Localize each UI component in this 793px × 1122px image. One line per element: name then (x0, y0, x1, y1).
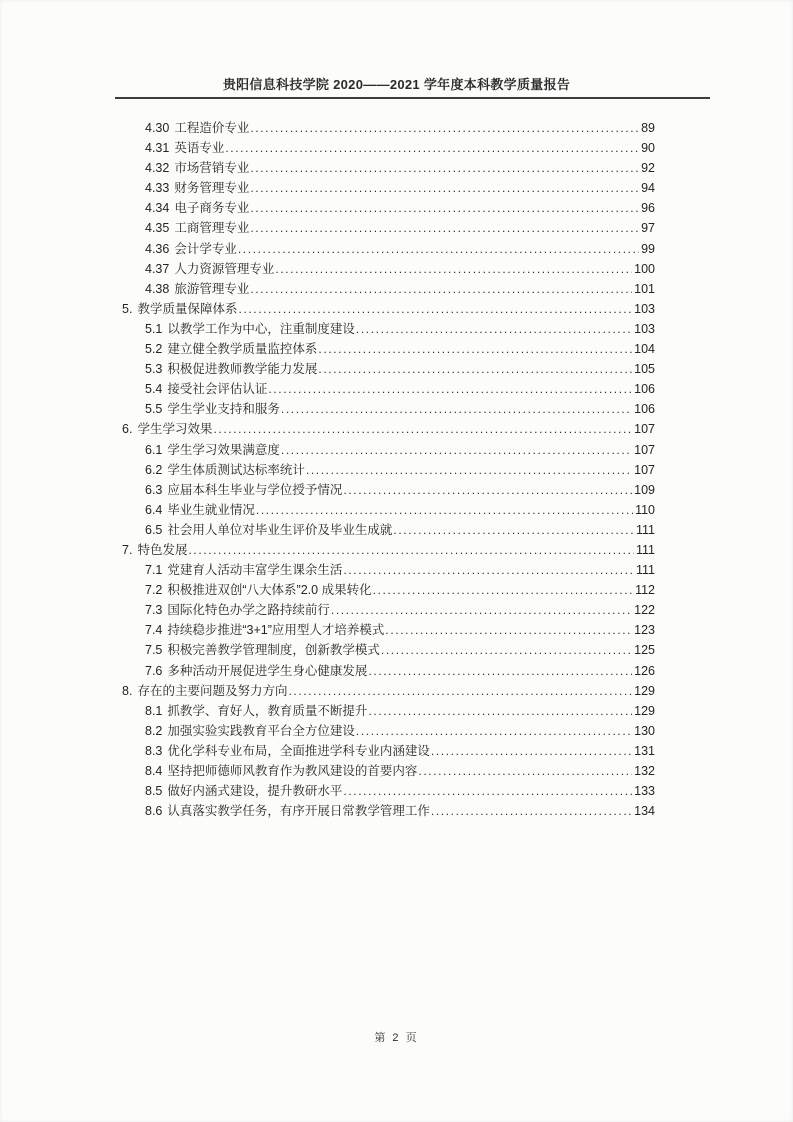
toc-entry-number: 6. (122, 422, 133, 437)
toc-entry (122, 460, 655, 480)
toc-entry-title: 会计学专业 (174, 241, 237, 256)
toc-entry (122, 239, 655, 259)
toc-entry-page: 126 (634, 663, 655, 678)
toc-entry (122, 299, 655, 319)
toc-entry-number: 5.1 (145, 321, 163, 336)
toc-entry (122, 178, 655, 198)
dot-leader (250, 282, 632, 296)
toc-entry-number: 8.5 (145, 784, 163, 799)
toc-entry (122, 721, 655, 741)
toc-entry-number: 4.34 (145, 201, 170, 216)
dot-leader (288, 684, 632, 698)
toc-entry-number: 5.2 (145, 342, 163, 357)
toc-entry-title: 认真落实教学任务，有序开展日常教学管理工作 (167, 804, 430, 819)
dot-leader (318, 362, 632, 376)
dot-leader (431, 744, 632, 758)
toc-entry-title: 持续稳步推进“3+1”应用型人才培养模式 (167, 623, 385, 638)
toc-entry-page: 106 (634, 382, 655, 397)
dot-leader (250, 181, 639, 195)
toc-entry-title: 旅游管理专业 (174, 281, 250, 296)
dot-leader (238, 302, 632, 316)
toc-entry-page: 92 (641, 161, 655, 176)
toc-entry-title: 应届本科生毕业与学位授予情况 (167, 482, 343, 497)
toc-entry-title: 教学质量保障体系 (137, 301, 238, 316)
toc-entry-page: 107 (634, 462, 655, 477)
toc-entry-title: 工商管理专业 (174, 221, 250, 236)
dot-leader (250, 201, 639, 215)
toc-entry-page: 129 (634, 703, 655, 718)
toc-entry-title: 积极完善教学管理制度，创新教学模式 (167, 643, 380, 658)
toc-entry (122, 138, 655, 158)
toc-entry-number: 4.36 (145, 241, 170, 256)
toc-entry-number: 4.37 (145, 261, 170, 276)
toc-entry-title: 积极促进教师教学能力发展 (167, 362, 318, 377)
dot-leader (250, 221, 639, 235)
toc-entry-title: 社会用人单位对毕业生评价及毕业生成就 (167, 522, 393, 537)
toc-entry-page: 134 (634, 804, 655, 819)
toc-entry-title: 抓教学、育好人，教育质量不断提升 (167, 703, 368, 718)
dot-leader (356, 724, 632, 738)
toc-entry-number: 7.2 (145, 583, 163, 598)
toc-entry (122, 419, 655, 439)
toc-entry-title: 学生学业支持和服务 (167, 402, 280, 417)
toc-entry (122, 218, 655, 238)
dot-leader (188, 543, 634, 557)
toc-entry-page: 123 (634, 623, 655, 638)
dot-leader (373, 583, 633, 597)
toc-entry-page: 133 (634, 784, 655, 799)
toc-entry-title: 学生学习效果满意度 (167, 442, 280, 457)
dot-leader (238, 242, 639, 256)
toc-entry-page: 110 (635, 502, 655, 517)
toc-entry-page: 111 (635, 522, 655, 537)
toc-entry-page: 109 (634, 482, 655, 497)
dot-leader (281, 402, 632, 416)
toc-entry (122, 560, 655, 580)
toc-entry-page: 96 (641, 201, 655, 216)
toc-entry-title: 加强实验实践教育平台全方位建设 (167, 723, 355, 738)
toc-entry-title: 存在的主要问题及努力方向 (137, 683, 288, 698)
dot-leader (385, 623, 632, 637)
toc-entry-title: 电子商务专业 (174, 201, 250, 216)
toc-entry-number: 5.4 (145, 382, 163, 397)
dot-leader (368, 704, 632, 718)
toc-entry-title: 优化学科专业布局，全面推进学科专业内涵建设 (167, 743, 430, 758)
toc-entry-page: 103 (634, 301, 655, 316)
toc-entry (122, 399, 655, 419)
toc-entry-number: 6.2 (145, 462, 163, 477)
dot-leader (281, 443, 632, 457)
toc-entry-number: 7.4 (145, 623, 163, 638)
toc-entry-number: 4.35 (145, 221, 170, 236)
toc-entry-number: 7.5 (145, 643, 163, 658)
toc-entry-page: 100 (634, 261, 655, 276)
dot-leader (343, 784, 632, 798)
dot-leader (318, 342, 632, 356)
toc-entry (122, 500, 655, 520)
toc-entry-title: 积极推进双创“八大体系”2.0 成果转化 (167, 583, 372, 598)
toc-entry (122, 339, 655, 359)
toc-entry-number: 7.3 (145, 603, 163, 618)
dot-leader (331, 603, 632, 617)
dot-leader (356, 322, 632, 336)
table-of-contents (122, 118, 655, 821)
toc-entry (122, 681, 655, 701)
dot-leader (343, 483, 632, 497)
toc-entry (122, 741, 655, 761)
toc-entry-number: 7.1 (145, 563, 163, 578)
toc-entry-page: 112 (635, 583, 655, 598)
toc-entry-number: 8.1 (145, 703, 163, 718)
toc-entry-number: 4.30 (145, 121, 170, 135)
toc-entry-number: 8.4 (145, 764, 163, 778)
toc-entry (122, 118, 655, 138)
toc-entry-title: 特色发展 (137, 542, 188, 557)
toc-entry-page: 99 (641, 241, 655, 256)
toc-entry-number: 4.38 (145, 281, 170, 296)
toc-entry-number: 8.6 (145, 804, 163, 819)
toc-entry-page: 94 (641, 181, 655, 196)
toc-entry (122, 781, 655, 801)
dot-leader (213, 422, 632, 436)
toc-entry-page: 132 (634, 764, 655, 778)
toc-entry-number: 7.6 (145, 663, 163, 678)
toc-entry-title: 学生学习效果 (137, 422, 213, 437)
toc-entry (122, 600, 655, 620)
dot-leader (306, 463, 632, 477)
toc-entry-title: 财务管理专业 (174, 181, 250, 196)
toc-entry-number: 8.3 (145, 743, 163, 758)
toc-entry (122, 580, 655, 600)
toc-entry-page: 106 (634, 402, 655, 417)
toc-entry (122, 620, 655, 640)
toc-entry-page: 130 (634, 723, 655, 738)
toc-entry (122, 279, 655, 299)
toc-entry-number: 5. (122, 301, 133, 316)
toc-entry-page: 111 (635, 542, 655, 557)
toc-entry-title: 接受社会评估认证 (167, 382, 268, 397)
toc-entry-number: 5.3 (145, 362, 163, 377)
toc-entry (122, 259, 655, 279)
page-header-title: 贵阳信息科技学院 2020——2021 学年度本科教学质量报告 (222, 77, 571, 92)
toc-entry-title: 人力资源管理专业 (174, 261, 275, 276)
dot-leader (275, 262, 632, 276)
dot-leader (225, 141, 639, 155)
toc-entry-page: 104 (634, 342, 655, 357)
toc-entry-page: 129 (634, 683, 655, 698)
toc-entry-number: 6.3 (145, 482, 163, 497)
toc-entry-page: 101 (634, 281, 655, 296)
toc-entry (122, 801, 655, 821)
dot-leader (418, 764, 632, 778)
toc-entry-number: 4.33 (145, 181, 170, 196)
toc-entry-title: 学生体质测试达标率统计 (167, 462, 305, 477)
toc-entry-page: 111 (635, 563, 655, 578)
toc-entry-number: 6.5 (145, 522, 163, 537)
dot-leader (268, 382, 632, 396)
toc-entry (122, 379, 655, 399)
toc-entry (122, 640, 655, 660)
toc-entry (122, 158, 655, 178)
toc-entry-title: 以教学工作为中心，注重制度建设 (167, 321, 355, 336)
toc-entry-number: 8.2 (145, 723, 163, 738)
toc-entry-number: 5.5 (145, 402, 163, 417)
toc-entry-title: 建立健全教学质量监控体系 (167, 342, 318, 357)
dot-leader (431, 804, 632, 818)
toc-entry-title: 坚持把师德师风教育作为教风建设的首要内容 (167, 764, 418, 778)
dot-leader (368, 664, 632, 678)
toc-entry (122, 198, 655, 218)
toc-entry-title: 工程造价专业 (174, 121, 250, 135)
toc-entry-number: 6.1 (145, 442, 163, 457)
toc-entry-number: 8. (122, 683, 133, 698)
toc-entry-number: 7. (122, 542, 133, 557)
dot-leader (381, 643, 632, 657)
toc-entry-page: 107 (634, 442, 655, 457)
toc-entry-page: 103 (634, 321, 655, 336)
toc-entry (122, 761, 655, 781)
toc-entry (122, 359, 655, 379)
toc-entry-title: 市场营销专业 (174, 161, 250, 176)
toc-entry-title: 党建育人活动丰富学生课余生活 (167, 563, 343, 578)
toc-entry-page: 107 (634, 422, 655, 437)
toc-entry (122, 540, 655, 560)
page-number-footer: 第 2 页 (374, 1032, 419, 1044)
toc-entry-page: 125 (634, 643, 655, 658)
toc-entry-page: 131 (634, 743, 655, 758)
toc-entry-title: 做好内涵式建设，提升教研水平 (167, 784, 343, 799)
dot-leader (250, 121, 639, 135)
toc-entry (122, 520, 655, 540)
toc-entry-page: 90 (641, 141, 655, 156)
toc-entry (122, 440, 655, 460)
toc-entry-page: 97 (641, 221, 655, 236)
toc-entry-title: 英语专业 (174, 141, 225, 156)
toc-entry (122, 701, 655, 721)
toc-entry (122, 480, 655, 500)
toc-entry-page: 89 (641, 121, 655, 135)
toc-entry-title: 多种活动开展促进学生身心健康发展 (167, 663, 368, 678)
toc-entry-title: 国际化特色办学之路持续前行 (167, 603, 330, 618)
header-divider (115, 97, 710, 99)
toc-entry-number: 6.4 (145, 502, 163, 517)
dot-leader (250, 161, 639, 175)
dot-leader (343, 563, 634, 577)
toc-entry-number: 4.31 (145, 141, 170, 156)
toc-entry-number: 4.32 (145, 161, 170, 176)
toc-entry-page: 105 (634, 362, 655, 377)
toc-entry (122, 661, 655, 681)
toc-entry-page: 122 (634, 603, 655, 618)
dot-leader (393, 523, 634, 537)
dot-leader (256, 503, 633, 517)
toc-entry-title: 毕业生就业情况 (167, 502, 255, 517)
toc-entry (122, 319, 655, 339)
